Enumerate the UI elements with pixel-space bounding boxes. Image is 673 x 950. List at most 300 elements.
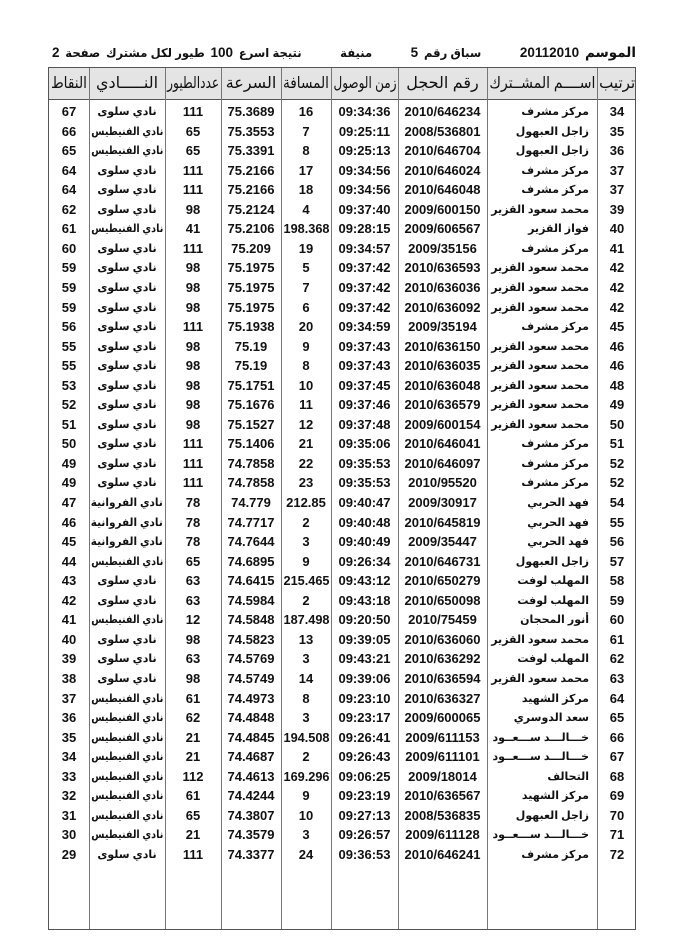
cell-club-text: نادي سلوى xyxy=(97,184,157,197)
cell-speed-text: 75.2106 xyxy=(227,221,275,237)
cell-arrival xyxy=(331,495,398,510)
cell-ring xyxy=(398,651,487,666)
page-label: صفحة xyxy=(65,46,101,60)
cell-club xyxy=(89,672,165,685)
cell-arrival xyxy=(331,730,398,745)
table-row xyxy=(49,551,635,571)
cell-speed-text: 75.19 xyxy=(234,338,268,354)
cell-rank-text: 40 xyxy=(609,221,625,237)
cell-name-text: محمد سعود القزير xyxy=(491,340,589,353)
cell-points-text: 31 xyxy=(61,807,77,823)
cell-points-text: 60 xyxy=(61,240,77,256)
cell-club-text: نادي الفنيطيس xyxy=(91,751,164,764)
header-points-text: النقاط xyxy=(51,75,88,92)
cell-arrival-text: 09:37:42 xyxy=(338,299,391,315)
cell-speed xyxy=(221,241,281,256)
cell-distance-text: 187.498 xyxy=(283,612,329,628)
cell-birds xyxy=(165,534,221,549)
cell-rank xyxy=(597,436,637,451)
cell-name-text: خـــالـــد ســـعــود xyxy=(492,829,589,842)
cell-speed xyxy=(221,339,281,354)
season-value: 20112010 xyxy=(519,44,580,60)
cell-birds-text: 111 xyxy=(182,475,204,491)
cell-ring-text: 2010/646234 xyxy=(404,104,481,119)
cell-arrival-text: 09:39:05 xyxy=(338,631,391,647)
cell-arrival-text: 09:35:53 xyxy=(338,455,391,471)
cell-birds-text: 111 xyxy=(182,104,204,119)
cell-ring-text: 2009/35156 xyxy=(408,240,477,256)
cell-club-text: نادي سلوى xyxy=(97,242,157,255)
cell-birds xyxy=(165,730,221,745)
cell-ring xyxy=(398,671,487,686)
cell-arrival-text: 09:34:56 xyxy=(338,182,391,198)
cell-speed-text: 74.6895 xyxy=(227,553,275,569)
cell-points-text: 59 xyxy=(61,299,77,315)
cell-speed xyxy=(221,436,281,451)
cell-club xyxy=(89,594,165,607)
cell-points-text: 38 xyxy=(61,670,77,686)
cell-name-text: زاجل العبهول xyxy=(515,555,589,568)
cell-club-text: نادي سلوى xyxy=(97,164,157,177)
cell-points xyxy=(49,397,89,412)
cell-speed-text: 74.3579 xyxy=(227,827,275,843)
cell-arrival xyxy=(331,691,398,706)
cell-points xyxy=(49,554,89,569)
cell-speed-text: 75.1406 xyxy=(227,436,275,452)
cell-ring xyxy=(398,124,487,139)
cell-name xyxy=(487,633,597,646)
cell-club-text: نادي الفروانية xyxy=(91,497,164,509)
cell-points-text: 59 xyxy=(61,260,77,276)
cell-birds xyxy=(165,436,221,451)
cell-club xyxy=(89,437,165,450)
cell-club xyxy=(89,340,165,353)
cell-distance-text: 3 xyxy=(302,827,310,843)
cell-name-text: فهد الحربي xyxy=(527,516,589,529)
table-row xyxy=(49,570,635,590)
cell-arrival-text: 09:25:13 xyxy=(338,143,391,159)
cell-arrival-text: 09:23:17 xyxy=(338,710,391,726)
cell-name xyxy=(487,750,597,763)
cell-arrival xyxy=(331,710,398,725)
cell-ring xyxy=(398,749,487,764)
cell-ring-text: 2008/536801 xyxy=(404,123,481,139)
cell-rank xyxy=(597,182,637,197)
cell-points xyxy=(49,573,89,588)
cell-rank xyxy=(597,769,637,784)
table-row xyxy=(49,746,635,766)
cell-club-text: نادي الفروانية xyxy=(91,536,164,549)
cell-birds-text: 98 xyxy=(185,397,201,413)
cell-name-text: محمد سعود القزير xyxy=(491,672,589,685)
cell-rank-text: 68 xyxy=(609,768,625,784)
cell-ring xyxy=(398,397,487,412)
cell-ring-text: 2010/636593 xyxy=(404,260,481,276)
document-title xyxy=(51,44,636,62)
cell-name xyxy=(487,555,597,568)
cell-arrival-text: 09:43:21 xyxy=(338,651,391,667)
cell-club-text: نادي سلوى xyxy=(97,399,157,412)
cell-speed-text: 75.2166 xyxy=(227,162,275,178)
cell-rank-text: 52 xyxy=(609,455,625,471)
cell-ring-text: 2010/646024 xyxy=(404,162,481,178)
cell-rank xyxy=(597,651,637,666)
cell-rank xyxy=(597,847,637,862)
table-row xyxy=(49,277,635,297)
cell-distance xyxy=(281,593,331,608)
cell-distance-text: 215.465 xyxy=(283,573,329,589)
cell-rank-text: 64 xyxy=(609,690,625,706)
cell-speed xyxy=(221,143,281,158)
cell-ring-text: 2010/650098 xyxy=(404,592,481,608)
cell-club xyxy=(89,652,165,665)
cell-distance-text: 2 xyxy=(302,749,310,765)
cell-birds xyxy=(165,358,221,373)
cell-ring xyxy=(398,221,487,236)
cell-rank-text: 50 xyxy=(609,416,625,432)
cell-name-text: فهد الحربي xyxy=(527,536,589,549)
cell-speed-text: 75.3553 xyxy=(227,123,275,139)
cell-distance-text: 212.85 xyxy=(286,495,326,510)
cell-points xyxy=(49,124,89,139)
cell-club xyxy=(89,555,165,568)
cell-club xyxy=(89,261,165,274)
cell-distance xyxy=(281,202,331,217)
cell-points xyxy=(49,280,89,295)
cell-birds-text: 78 xyxy=(185,514,201,530)
cell-speed-text: 75.1938 xyxy=(227,319,275,335)
cell-name-text: مركز الشهيد xyxy=(521,790,589,803)
cell-club-text: نادي الفنيطيس xyxy=(91,223,164,236)
table-row xyxy=(49,668,635,688)
table-row xyxy=(49,218,635,238)
cell-speed xyxy=(221,300,281,315)
cell-birds xyxy=(165,847,221,862)
cell-arrival xyxy=(331,612,398,627)
cell-club xyxy=(89,574,165,587)
cell-speed xyxy=(221,730,281,745)
cell-speed-text: 75.209 xyxy=(231,240,271,256)
cell-distance xyxy=(281,182,331,197)
cell-speed-text: 74.7858 xyxy=(227,475,275,491)
cell-rank-text: 63 xyxy=(609,670,625,686)
table-row xyxy=(49,160,635,180)
cell-birds xyxy=(165,319,221,334)
cell-ring xyxy=(398,573,487,588)
cell-ring-text: 2010/636327 xyxy=(404,690,481,706)
cell-ring xyxy=(398,280,487,295)
cell-arrival-text: 09:23:19 xyxy=(338,788,391,804)
cell-ring-text: 2010/646048 xyxy=(404,182,481,198)
cell-arrival-text: 09:37:42 xyxy=(338,279,391,295)
birds-count: 100 xyxy=(210,44,234,60)
table-row xyxy=(49,727,635,747)
cell-distance xyxy=(281,143,331,158)
cell-points xyxy=(49,495,89,510)
cell-name xyxy=(487,301,597,314)
cell-distance xyxy=(281,808,331,823)
cell-ring xyxy=(398,788,487,803)
cell-points xyxy=(49,182,89,197)
cell-ring-text: 2010/646097 xyxy=(404,455,481,471)
cell-birds-text: 63 xyxy=(185,651,201,667)
cell-points-text: 34 xyxy=(61,749,77,765)
cell-points-text: 64 xyxy=(61,162,77,178)
cell-speed xyxy=(221,710,281,725)
cell-ring xyxy=(398,202,487,217)
cell-ring xyxy=(398,808,487,823)
cell-birds-text: 63 xyxy=(185,573,201,589)
cell-distance-text: 13 xyxy=(298,631,314,647)
cell-rank-text: 70 xyxy=(609,807,625,823)
cell-distance-text: 14 xyxy=(298,670,314,686)
cell-distance-text: 12 xyxy=(298,416,314,432)
cell-points-text: 49 xyxy=(61,455,77,471)
cell-birds-text: 112 xyxy=(182,768,204,784)
cell-ring-text: 2009/611101 xyxy=(405,749,480,765)
cell-distance xyxy=(281,651,331,666)
table-row xyxy=(49,238,635,258)
cell-club-text: نادي سلوى xyxy=(97,575,157,588)
cell-arrival-text: 09:36:53 xyxy=(338,846,391,862)
cell-birds-text: 98 xyxy=(185,416,201,432)
cell-birds-text: 41 xyxy=(185,221,201,237)
cell-distance-text: 169.296 xyxy=(283,768,329,784)
cell-name-text: زاجل العبهول xyxy=(515,809,589,822)
page-number: 2 xyxy=(51,44,60,60)
cell-distance xyxy=(281,632,331,647)
cell-distance xyxy=(281,300,331,315)
cell-points xyxy=(49,378,89,393)
cell-birds xyxy=(165,104,221,119)
cell-rank-text: 45 xyxy=(609,319,625,335)
cell-rank-text: 34 xyxy=(609,104,625,119)
cell-arrival-text: 09:43:18 xyxy=(338,592,391,608)
cell-ring xyxy=(398,593,487,608)
table-row xyxy=(49,101,635,121)
cell-distance-text: 194.508 xyxy=(283,729,329,745)
cell-speed-text: 75.1676 xyxy=(227,397,275,413)
cell-speed-text: 75.19 xyxy=(234,358,268,374)
cell-distance-text: 6 xyxy=(302,299,310,315)
cell-ring xyxy=(398,632,487,647)
cell-distance-text: 3 xyxy=(302,651,310,667)
header-arrival-text: زمن الوصول xyxy=(333,75,397,92)
cell-speed-text: 74.7717 xyxy=(227,514,275,530)
cell-rank xyxy=(597,808,637,823)
cell-speed-text: 75.1975 xyxy=(227,299,275,315)
cell-arrival xyxy=(331,847,398,862)
cell-birds xyxy=(165,143,221,158)
table-row xyxy=(49,316,635,336)
table-row xyxy=(49,766,635,786)
cell-club xyxy=(89,242,165,255)
cell-name-text: محمد سعود القزير xyxy=(491,399,589,412)
cell-ring xyxy=(398,319,487,334)
cell-points-text: 62 xyxy=(61,201,77,217)
cell-speed xyxy=(221,593,281,608)
cell-points xyxy=(49,788,89,803)
table-row xyxy=(49,140,635,160)
cell-rank xyxy=(597,515,637,530)
cell-speed-text: 74.4244 xyxy=(227,788,275,804)
cell-speed-text: 75.3689 xyxy=(227,104,275,119)
cell-name-text: مركز مشرف xyxy=(521,457,589,470)
cell-name xyxy=(487,516,597,529)
cell-name-text: محمد سعود القزير xyxy=(491,418,589,431)
cell-speed-text: 74.7858 xyxy=(227,455,275,471)
cell-rank-text: 42 xyxy=(609,279,625,295)
cell-speed-text: 74.5823 xyxy=(227,631,275,647)
cell-birds-text: 12 xyxy=(185,612,201,628)
cell-birds xyxy=(165,769,221,784)
cell-birds-text: 98 xyxy=(185,358,201,374)
cell-speed-text: 74.3807 xyxy=(227,807,275,823)
cell-points xyxy=(49,260,89,275)
cell-rank-text: 39 xyxy=(609,201,625,217)
cell-birds-text: 98 xyxy=(185,299,201,315)
cell-arrival-text: 09:37:48 xyxy=(338,416,391,432)
table-row xyxy=(49,179,635,199)
cell-birds-text: 111 xyxy=(182,319,204,335)
cell-speed xyxy=(221,749,281,764)
cell-birds xyxy=(165,300,221,315)
cell-birds xyxy=(165,221,221,236)
table-row xyxy=(49,121,635,141)
cell-name-text: مركز مشرف xyxy=(521,242,589,255)
cell-birds-text: 78 xyxy=(185,495,201,510)
cell-arrival xyxy=(331,163,398,178)
cell-birds-text: 111 xyxy=(182,182,204,198)
cell-distance xyxy=(281,241,331,256)
cell-birds xyxy=(165,671,221,686)
cell-club xyxy=(89,144,165,157)
cell-distance xyxy=(281,163,331,178)
cell-name xyxy=(487,770,597,783)
cell-distance xyxy=(281,554,331,569)
cell-distance xyxy=(281,358,331,373)
header-rank-text: ترتيب xyxy=(599,75,635,92)
cell-distance xyxy=(281,534,331,549)
cell-ring-text: 2010/636594 xyxy=(404,670,481,686)
cell-arrival xyxy=(331,260,398,275)
cell-points-text: 65 xyxy=(61,143,77,159)
cell-club-text: نادي الفنيطيس xyxy=(91,809,164,822)
cell-distance xyxy=(281,788,331,803)
cell-club xyxy=(89,105,165,118)
cell-speed-text: 74.4848 xyxy=(227,710,275,726)
cell-club-text: نادي سلوى xyxy=(97,477,157,490)
cell-speed xyxy=(221,515,281,530)
cell-birds-text: 65 xyxy=(185,143,201,159)
cell-distance xyxy=(281,124,331,139)
cell-arrival xyxy=(331,104,398,119)
cell-name xyxy=(487,183,597,196)
cell-name xyxy=(487,359,597,372)
cell-name-text: فواز القزير xyxy=(528,223,589,236)
cell-name xyxy=(487,613,597,626)
cell-birds-text: 61 xyxy=(185,690,201,706)
cell-name xyxy=(487,398,597,411)
cell-birds xyxy=(165,378,221,393)
cell-points xyxy=(49,339,89,354)
cell-ring xyxy=(398,612,487,627)
cell-club xyxy=(89,398,165,411)
cell-speed xyxy=(221,182,281,197)
cell-club xyxy=(89,731,165,744)
cell-arrival xyxy=(331,515,398,530)
cell-rank-text: 54 xyxy=(609,495,625,510)
cell-speed xyxy=(221,769,281,784)
cell-name xyxy=(487,496,597,509)
cell-speed xyxy=(221,358,281,373)
cell-points-text: 53 xyxy=(61,377,77,393)
cell-arrival-text: 09:28:15 xyxy=(338,221,391,237)
cell-speed xyxy=(221,534,281,549)
cell-birds-text: 98 xyxy=(185,631,201,647)
cell-arrival-text: 09:26:41 xyxy=(338,729,391,745)
cell-club xyxy=(89,183,165,196)
cell-distance xyxy=(281,378,331,393)
cell-points xyxy=(49,515,89,530)
cell-birds-text: 111 xyxy=(182,455,204,471)
cell-speed xyxy=(221,397,281,412)
cell-rank xyxy=(597,456,637,471)
cell-distance-text: 22 xyxy=(298,455,314,471)
cell-rank xyxy=(597,593,637,608)
cell-points-text: 45 xyxy=(61,534,77,550)
cell-points-text: 47 xyxy=(61,495,77,510)
cell-ring xyxy=(398,300,487,315)
cell-rank xyxy=(597,632,637,647)
cell-name-text: مركز مشرف xyxy=(521,848,589,861)
cell-points-text: 46 xyxy=(61,514,77,530)
table-row xyxy=(49,414,635,434)
cell-rank xyxy=(597,280,637,295)
cell-club xyxy=(89,125,165,138)
cell-points xyxy=(49,691,89,706)
cell-name-text: محمد سعود القزير xyxy=(491,301,589,314)
cell-points xyxy=(49,417,89,432)
cell-club-text: نادي الفنيطيس xyxy=(91,125,164,138)
cell-birds-text: 98 xyxy=(185,338,201,354)
cell-club-text: نادي سلوى xyxy=(97,457,157,470)
cell-name-text: خـــالـــد ســـعــود xyxy=(492,751,589,764)
cell-name-text: محمد سعود القزير xyxy=(491,203,589,216)
cell-club-text: نادي الفنيطيس xyxy=(91,555,164,568)
cell-birds-text: 111 xyxy=(182,240,204,256)
cell-club-text: نادي سلوى xyxy=(97,262,157,275)
cell-club-text: نادي الفنيطيس xyxy=(91,692,164,705)
race-number: 5 xyxy=(410,44,419,60)
cell-birds xyxy=(165,612,221,627)
cell-birds-text: 21 xyxy=(185,729,201,745)
cell-ring xyxy=(398,710,487,725)
cell-distance-text: 10 xyxy=(298,807,314,823)
table-row xyxy=(49,199,635,219)
cell-name-text: محمد سعود القزير xyxy=(491,262,589,275)
cell-name-text: المهلب لوفت xyxy=(517,575,589,588)
cell-arrival-text: 09:34:59 xyxy=(338,319,391,335)
cell-speed xyxy=(221,788,281,803)
cell-speed-text: 74.5848 xyxy=(227,612,275,628)
cell-points-text: 39 xyxy=(61,651,77,667)
cell-speed-text: 74.5749 xyxy=(227,670,275,686)
cell-club-text: نادي سلوى xyxy=(97,418,157,431)
cell-rank-text: 71 xyxy=(609,827,625,843)
cell-rank-text: 49 xyxy=(609,397,625,413)
cell-rank-text: 72 xyxy=(609,846,625,862)
